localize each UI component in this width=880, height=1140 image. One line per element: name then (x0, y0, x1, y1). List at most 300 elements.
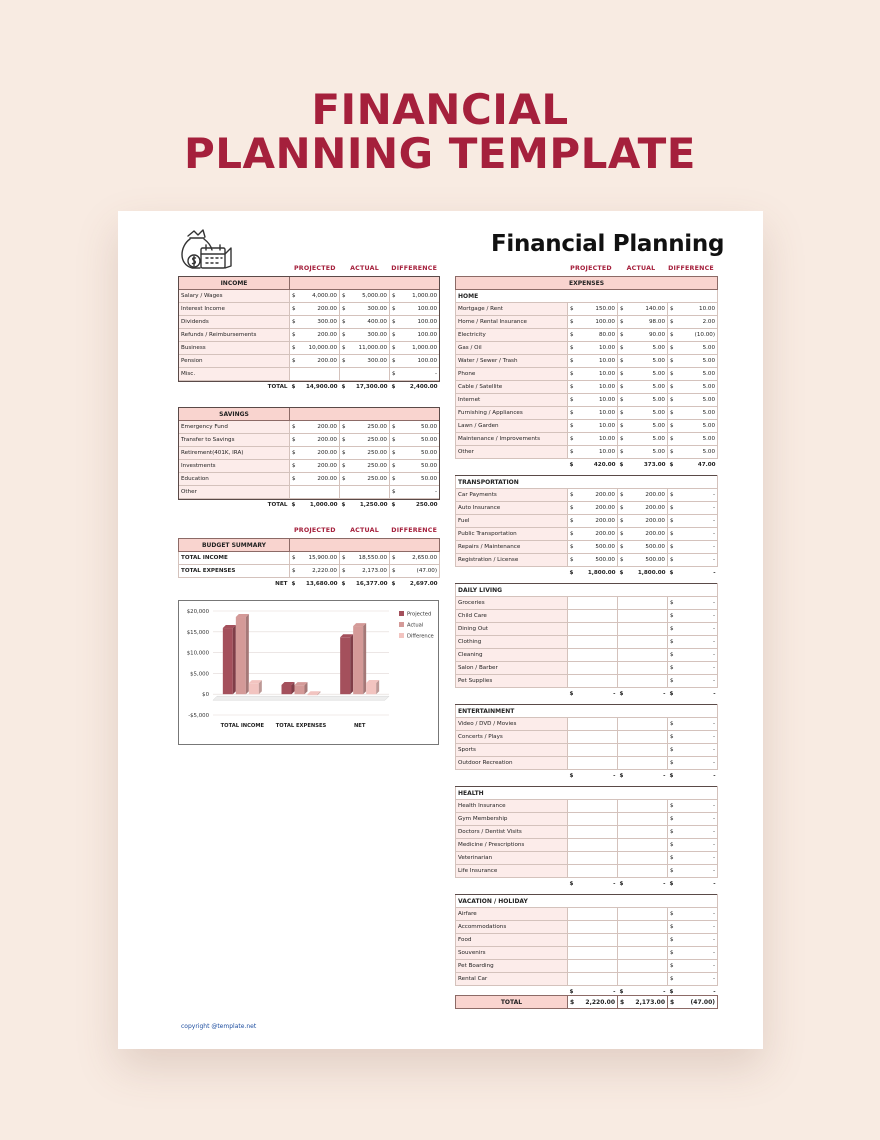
transportation-projected-cell[interactable]: $ 500.00 (568, 541, 618, 554)
home-difference-cell[interactable]: $ 2.00 (668, 316, 718, 329)
health-projected-cell[interactable] (568, 813, 618, 826)
home-difference-cell[interactable]: $ 5.00 (668, 355, 718, 368)
home-row-label: Cable / Satellite (456, 381, 568, 394)
savings-actual-cell[interactable]: $ 250.00 (340, 447, 390, 460)
income-actual-cell[interactable]: $ 300.00 (340, 329, 390, 342)
health-row (456, 800, 718, 813)
legend-label-difference: Difference (407, 633, 434, 640)
home-actual-cell[interactable]: $ 5.00 (618, 355, 668, 368)
vacation-holiday-section-title: VACATION / HOLIDAY (456, 895, 718, 908)
home-actual-cell[interactable]: $ 5.00 (618, 446, 668, 459)
home-projected-cell[interactable]: $ 10.00 (568, 355, 618, 368)
entertainment-projected-cell[interactable] (568, 744, 618, 757)
home-projected-cell[interactable]: $ 150.00 (568, 303, 618, 316)
vacation-holiday-row-label: Pet Boarding (456, 960, 568, 973)
home-projected-cell[interactable]: $ 80.00 (568, 329, 618, 342)
savings-table (178, 407, 440, 512)
transportation-projected-cell[interactable]: $ 200.00 (568, 502, 618, 515)
entertainment-row-label: Concerts / Plays (456, 731, 568, 744)
home-projected-cell[interactable]: $ 10.00 (568, 446, 618, 459)
entertainment-row-label: Sports (456, 744, 568, 757)
income-row-label: Dividends (179, 316, 290, 329)
transportation-row-label: Auto Insurance (456, 502, 568, 515)
health-projected-cell[interactable] (568, 826, 618, 839)
home-row-label: Phone (456, 368, 568, 381)
transportation-section-header (456, 476, 718, 489)
home-actual-cell[interactable]: $ 5.00 (618, 420, 668, 433)
home-difference-cell[interactable]: $ 10.00 (668, 303, 718, 316)
home-difference-cell[interactable]: $ (10.00) (668, 329, 718, 342)
transportation-row-label: Registration / License (456, 554, 568, 567)
income-row-label: Interest Income (179, 303, 290, 316)
savings-difference-cell[interactable]: $ 50.00 (390, 421, 440, 434)
health-actual-cell[interactable] (618, 852, 668, 865)
home-row (456, 355, 718, 368)
daily-living-actual-cell[interactable] (618, 610, 668, 623)
daily-living-actual-cell[interactable] (618, 649, 668, 662)
income-difference-cell[interactable]: $ 1,000.00 (390, 290, 440, 303)
daily-living-row (456, 649, 718, 662)
entertainment-difference-cell[interactable]: $ - (668, 757, 718, 770)
home-row (456, 368, 718, 381)
income-row (179, 316, 440, 329)
bar-difference-0 (249, 683, 259, 694)
bar-projected-1 (282, 685, 292, 694)
health-actual-cell[interactable] (618, 839, 668, 852)
vacation-holiday-actual-cell[interactable] (618, 947, 668, 960)
grand-total-actual: $ 2,173.00 (618, 996, 668, 1009)
home-projected-cell[interactable]: $ 10.00 (568, 433, 618, 446)
vacation-holiday-actual-cell[interactable] (618, 973, 668, 986)
money-bag-calendar-icon (178, 228, 234, 276)
health-difference-cell[interactable]: $ - (668, 852, 718, 865)
daily-living-difference-cell[interactable]: $ - (668, 662, 718, 675)
expenses-header-row (456, 277, 718, 290)
budget-summary-row (179, 565, 440, 578)
home-projected-cell[interactable]: $ 10.00 (568, 368, 618, 381)
home-total-label (456, 459, 568, 472)
savings-difference-cell[interactable]: $ 50.00 (390, 447, 440, 460)
home-projected-cell[interactable]: $ 100.00 (568, 316, 618, 329)
health-projected-cell[interactable] (568, 865, 618, 878)
budget-summary-title: BUDGET SUMMARY (179, 539, 290, 552)
savings-projected-cell[interactable]: $ 200.00 (290, 434, 340, 447)
income-actual-cell[interactable]: $ 400.00 (340, 316, 390, 329)
vacation-holiday-row (456, 947, 718, 960)
income-row-label: Pension (179, 355, 290, 368)
budget-summary-row (179, 552, 440, 565)
savings-row-label: Other (179, 486, 290, 499)
transportation-difference-cell[interactable]: $ - (668, 515, 718, 528)
vacation-holiday-difference-cell[interactable]: $ - (668, 921, 718, 934)
entertainment-difference-cell[interactable]: $ - (668, 718, 718, 731)
daily-living-row (456, 636, 718, 649)
health-section-title: HEALTH (456, 787, 718, 800)
home-row-label: Other (456, 446, 568, 459)
transportation-projected-cell[interactable]: $ 200.00 (568, 489, 618, 502)
home-difference-cell[interactable]: $ 5.00 (668, 381, 718, 394)
transportation-actual-cell[interactable]: $ 500.00 (618, 541, 668, 554)
income-total-difference: $ 2,400.00 (391, 384, 438, 391)
transportation-total-label (456, 567, 568, 580)
health-actual-cell[interactable] (618, 865, 668, 878)
vacation-holiday-actual-cell[interactable] (618, 921, 668, 934)
health-total-label (456, 878, 568, 891)
vacation-holiday-total-projected: $ - (569, 989, 616, 996)
health-projected-cell[interactable] (568, 800, 618, 813)
transportation-projected-cell[interactable]: $ 200.00 (568, 515, 618, 528)
savings-row (179, 447, 440, 460)
transportation-difference-cell[interactable]: $ - (668, 528, 718, 541)
vacation-holiday-row (456, 973, 718, 986)
entertainment-difference-cell[interactable]: $ - (668, 744, 718, 757)
home-actual-cell[interactable]: $ 5.00 (618, 368, 668, 381)
income-row-label: Business (179, 342, 290, 355)
income-total-row (179, 381, 440, 394)
savings-header-row (179, 408, 440, 421)
daily-living-projected-cell[interactable] (568, 675, 618, 688)
savings-difference-cell[interactable]: $ - (390, 486, 440, 499)
daily-living-actual-cell[interactable] (618, 623, 668, 636)
health-actual-cell[interactable] (618, 813, 668, 826)
transportation-row (456, 541, 718, 554)
savings-row (179, 473, 440, 486)
y-tick-label: $0 (202, 692, 209, 699)
savings-difference-cell[interactable]: $ 50.00 (390, 473, 440, 486)
daily-living-projected-cell[interactable] (568, 662, 618, 675)
grand-total-difference: $ (47.00) (668, 996, 718, 1009)
home-projected-cell[interactable]: $ 10.00 (568, 407, 618, 420)
health-row-label: Gym Membership (456, 813, 568, 826)
health-projected-cell[interactable] (568, 839, 618, 852)
health-row (456, 865, 718, 878)
savings-total-label: TOTAL (267, 502, 288, 509)
expense-difference-header: DIFFERENCE (668, 265, 714, 272)
expenses-title: EXPENSES (456, 277, 718, 290)
income-actual-cell[interactable]: $ 300.00 (340, 355, 390, 368)
daily-living-difference-cell[interactable]: $ - (668, 649, 718, 662)
entertainment-projected-cell[interactable] (568, 718, 618, 731)
health-total-row (456, 878, 718, 891)
savings-projected-cell[interactable]: $ 200.00 (290, 473, 340, 486)
savings-actual-cell[interactable] (340, 486, 390, 499)
difference-header: DIFFERENCE (391, 265, 438, 272)
income-projected-cell[interactable] (290, 368, 340, 381)
transportation-actual-cell[interactable]: $ 200.00 (618, 502, 668, 515)
savings-row (179, 434, 440, 447)
savings-actual-cell[interactable]: $ 250.00 (340, 421, 390, 434)
home-row-label: Home / Rental Insurance (456, 316, 568, 329)
daily-living-difference-cell[interactable]: $ - (668, 610, 718, 623)
entertainment-section-header (456, 705, 718, 718)
savings-difference-cell[interactable]: $ 50.00 (390, 434, 440, 447)
legend-swatch-actual (399, 622, 404, 627)
budget-summary-table (178, 538, 440, 591)
savings-projected-cell[interactable]: $ 200.00 (290, 421, 340, 434)
savings-title: SAVINGS (179, 408, 290, 421)
home-row (456, 381, 718, 394)
transportation-row (456, 515, 718, 528)
entertainment-actual-cell[interactable] (618, 757, 668, 770)
transportation-difference-cell[interactable]: $ - (668, 502, 718, 515)
health-row (456, 852, 718, 865)
daily-living-difference-cell[interactable]: $ - (668, 675, 718, 688)
income-table (178, 276, 440, 394)
income-total-actual: $ 17,300.00 (341, 384, 388, 391)
home-projected-cell[interactable]: $ 10.00 (568, 394, 618, 407)
legend-swatch-difference (399, 633, 404, 638)
vacation-holiday-row (456, 934, 718, 947)
income-row (179, 342, 440, 355)
health-difference-cell[interactable]: $ - (668, 800, 718, 813)
budget-summary-d-cell: $ 2,650.00 (390, 552, 440, 565)
vacation-holiday-projected-cell[interactable] (568, 960, 618, 973)
health-row-label: Medicine / Prescriptions (456, 839, 568, 852)
income-difference-cell[interactable]: $ 100.00 (390, 316, 440, 329)
income-difference-cell[interactable]: $ 100.00 (390, 355, 440, 368)
savings-actual-cell[interactable]: $ 250.00 (340, 434, 390, 447)
savings-row-label: Transfer to Savings (179, 434, 290, 447)
daily-living-difference-cell[interactable]: $ - (668, 636, 718, 649)
vacation-holiday-row-label: Food (456, 934, 568, 947)
transportation-difference-cell[interactable]: $ - (668, 541, 718, 554)
vacation-holiday-actual-cell[interactable] (618, 934, 668, 947)
vacation-holiday-difference-cell[interactable]: $ - (668, 908, 718, 921)
budget-summary-row-label: TOTAL INCOME (179, 552, 290, 565)
daily-living-projected-cell[interactable] (568, 636, 618, 649)
savings-projected-cell[interactable] (290, 486, 340, 499)
entertainment-actual-cell[interactable] (618, 731, 668, 744)
home-difference-cell[interactable]: $ 5.00 (668, 446, 718, 459)
income-projected-cell[interactable]: $ 200.00 (290, 329, 340, 342)
page-headline-line1: FINANCIAL (311, 85, 569, 134)
transportation-row (456, 502, 718, 515)
bar-difference-1 (308, 694, 318, 695)
transportation-projected-cell[interactable]: $ 500.00 (568, 554, 618, 567)
daily-living-projected-cell[interactable] (568, 649, 618, 662)
entertainment-difference-cell[interactable]: $ - (668, 731, 718, 744)
vacation-holiday-projected-cell[interactable] (568, 973, 618, 986)
income-actual-cell[interactable]: $ 5,000.00 (340, 290, 390, 303)
daily-living-difference-cell[interactable]: $ - (668, 623, 718, 636)
entertainment-total-row (456, 770, 718, 783)
vacation-holiday-row-label: Accommodations (456, 921, 568, 934)
transportation-row-label: Public Transportation (456, 528, 568, 541)
transportation-row (456, 489, 718, 502)
home-difference-cell[interactable]: $ 5.00 (668, 433, 718, 446)
entertainment-total-label (456, 770, 568, 783)
income-projected-cell[interactable]: $ 200.00 (290, 303, 340, 316)
income-actual-cell[interactable]: $ 300.00 (340, 303, 390, 316)
y-tick-label: $20,000 (186, 609, 209, 615)
income-title: INCOME (179, 277, 290, 290)
transportation-projected-cell[interactable]: $ 200.00 (568, 528, 618, 541)
savings-actual-cell[interactable]: $ 250.00 (340, 473, 390, 486)
bar-projected-2 (340, 637, 350, 694)
savings-row (179, 486, 440, 499)
income-row (179, 303, 440, 316)
home-row (456, 433, 718, 446)
entertainment-actual-cell[interactable] (618, 744, 668, 757)
bar-side (246, 614, 249, 694)
home-projected-cell[interactable]: $ 10.00 (568, 420, 618, 433)
transportation-difference-cell[interactable]: $ - (668, 489, 718, 502)
transportation-actual-cell[interactable]: $ 200.00 (618, 515, 668, 528)
entertainment-row (456, 744, 718, 757)
daily-living-actual-cell[interactable] (618, 662, 668, 675)
entertainment-projected-cell[interactable] (568, 731, 618, 744)
home-actual-cell[interactable]: $ 5.00 (618, 381, 668, 394)
home-actual-cell[interactable]: $ 98.00 (618, 316, 668, 329)
income-difference-cell[interactable]: $ 1,000.00 (390, 342, 440, 355)
vacation-holiday-actual-cell[interactable] (618, 908, 668, 921)
vacation-holiday-projected-cell[interactable] (568, 921, 618, 934)
savings-projected-cell[interactable]: $ 200.00 (290, 460, 340, 473)
vacation-holiday-difference-cell[interactable]: $ - (668, 960, 718, 973)
vacation-holiday-row-label: Souvenirs (456, 947, 568, 960)
home-actual-cell[interactable]: $ 140.00 (618, 303, 668, 316)
home-row (456, 329, 718, 342)
daily-living-projected-cell[interactable] (568, 597, 618, 610)
vacation-holiday-difference-cell[interactable]: $ - (668, 947, 718, 960)
budget-summary-p-cell: $ 15,900.00 (290, 552, 340, 565)
savings-row-label: Investments (179, 460, 290, 473)
home-difference-cell[interactable]: $ 5.00 (668, 368, 718, 381)
savings-projected-cell[interactable]: $ 200.00 (290, 447, 340, 460)
home-section-title: HOME (456, 290, 718, 303)
home-actual-cell[interactable]: $ 5.00 (618, 342, 668, 355)
y-tick-label: $5,000 (190, 671, 209, 678)
copyright-text[interactable]: copyright @template.net (181, 1023, 257, 1030)
income-difference-cell[interactable]: $ - (390, 368, 440, 381)
home-total-projected: $ 420.00 (569, 462, 616, 469)
home-row-label: Electricity (456, 329, 568, 342)
daily-living-actual-cell[interactable] (618, 636, 668, 649)
savings-total-difference: $ 250.00 (391, 502, 438, 509)
entertainment-total-difference: $ - (669, 773, 716, 780)
home-difference-cell[interactable]: $ 5.00 (668, 342, 718, 355)
daily-living-row-label: Groceries (456, 597, 568, 610)
income-difference-cell[interactable]: $ 100.00 (390, 329, 440, 342)
grand-total-label: TOTAL (456, 996, 568, 1009)
vacation-holiday-projected-cell[interactable] (568, 934, 618, 947)
vacation-holiday-row (456, 960, 718, 973)
entertainment-actual-cell[interactable] (618, 718, 668, 731)
daily-living-row-label: Cleaning (456, 649, 568, 662)
bar-side (363, 623, 366, 694)
home-actual-cell[interactable]: $ 5.00 (618, 433, 668, 446)
bar-actual-1 (295, 685, 305, 694)
daily-living-total-row (456, 688, 718, 701)
vacation-holiday-row-label: Airfare (456, 908, 568, 921)
income-difference-cell[interactable]: $ 100.00 (390, 303, 440, 316)
health-total-difference: $ - (669, 881, 716, 888)
legend-label-projected: Projected (407, 611, 432, 618)
daily-living-projected-cell[interactable] (568, 610, 618, 623)
entertainment-row (456, 731, 718, 744)
health-difference-cell[interactable]: $ - (668, 813, 718, 826)
home-row (456, 316, 718, 329)
bar-projected-0 (223, 628, 233, 694)
home-difference-cell[interactable]: $ 5.00 (668, 407, 718, 420)
transportation-actual-cell[interactable]: $ 200.00 (618, 528, 668, 541)
expense-projected-header: PROJECTED (570, 265, 612, 272)
transportation-total-projected: $ 1,800.00 (569, 570, 616, 577)
home-actual-cell[interactable]: $ 5.00 (618, 407, 668, 420)
daily-living-difference-cell[interactable]: $ - (668, 597, 718, 610)
savings-difference-cell[interactable]: $ 50.00 (390, 460, 440, 473)
legend-label-actual: Actual (407, 622, 424, 629)
income-projected-cell[interactable]: $ 4,000.00 (290, 290, 340, 303)
income-projected-cell[interactable]: $ 200.00 (290, 355, 340, 368)
vacation-holiday-projected-cell[interactable] (568, 947, 618, 960)
daily-living-row (456, 675, 718, 688)
home-row-label: Mortgage / Rent (456, 303, 568, 316)
vacation-holiday-difference-cell[interactable]: $ - (668, 973, 718, 986)
home-row (456, 303, 718, 316)
transportation-row-label: Car Payments (456, 489, 568, 502)
transportation-actual-cell[interactable]: $ 200.00 (618, 489, 668, 502)
bar-difference-2 (366, 683, 376, 694)
income-actual-cell[interactable]: $ 11,000.00 (340, 342, 390, 355)
transportation-actual-cell[interactable]: $ 500.00 (618, 554, 668, 567)
daily-living-row-label: Dining Out (456, 623, 568, 636)
daily-living-actual-cell[interactable] (618, 675, 668, 688)
savings-actual-cell[interactable]: $ 250.00 (340, 460, 390, 473)
entertainment-row (456, 757, 718, 770)
daily-living-projected-cell[interactable] (568, 623, 618, 636)
health-difference-cell[interactable]: $ - (668, 826, 718, 839)
income-projected-cell[interactable]: $ 300.00 (290, 316, 340, 329)
transportation-total-row (456, 567, 718, 580)
daily-living-row (456, 623, 718, 636)
home-projected-cell[interactable]: $ 10.00 (568, 381, 618, 394)
daily-living-actual-cell[interactable] (618, 597, 668, 610)
transportation-difference-cell[interactable]: $ - (668, 554, 718, 567)
savings-row (179, 460, 440, 473)
grand-total-table (455, 995, 718, 1009)
transportation-row (456, 554, 718, 567)
health-projected-cell[interactable] (568, 852, 618, 865)
actual-header: ACTUAL (350, 265, 379, 272)
savings-row-label: Retirement(401K, IRA) (179, 447, 290, 460)
vacation-holiday-projected-cell[interactable] (568, 908, 618, 921)
health-actual-cell[interactable] (618, 800, 668, 813)
budget-chart (178, 600, 439, 745)
home-difference-cell[interactable]: $ 5.00 (668, 394, 718, 407)
summary-projected-header: PROJECTED (293, 527, 336, 534)
home-difference-cell[interactable]: $ 5.00 (668, 420, 718, 433)
health-row-label: Doctors / Dentist Visits (456, 826, 568, 839)
health-actual-cell[interactable] (618, 826, 668, 839)
home-projected-cell[interactable]: $ 10.00 (568, 342, 618, 355)
income-projected-cell[interactable]: $ 10,000.00 (290, 342, 340, 355)
home-actual-cell[interactable]: $ 90.00 (618, 329, 668, 342)
budget-summary-net-total-projected: $ 13,680.00 (291, 581, 338, 588)
grand-total-projected: $ 2,220.00 (568, 996, 618, 1009)
vacation-holiday-actual-cell[interactable] (618, 960, 668, 973)
income-actual-cell[interactable] (340, 368, 390, 381)
home-actual-cell[interactable]: $ 5.00 (618, 394, 668, 407)
entertainment-projected-cell[interactable] (568, 757, 618, 770)
health-difference-cell[interactable]: $ - (668, 865, 718, 878)
daily-living-section-title: DAILY LIVING (456, 584, 718, 597)
vacation-holiday-difference-cell[interactable]: $ - (668, 934, 718, 947)
income-total-projected: $ 14,900.00 (291, 384, 338, 391)
vacation-holiday-row-label: Rental Car (456, 973, 568, 986)
health-difference-cell[interactable]: $ - (668, 839, 718, 852)
home-row (456, 420, 718, 433)
